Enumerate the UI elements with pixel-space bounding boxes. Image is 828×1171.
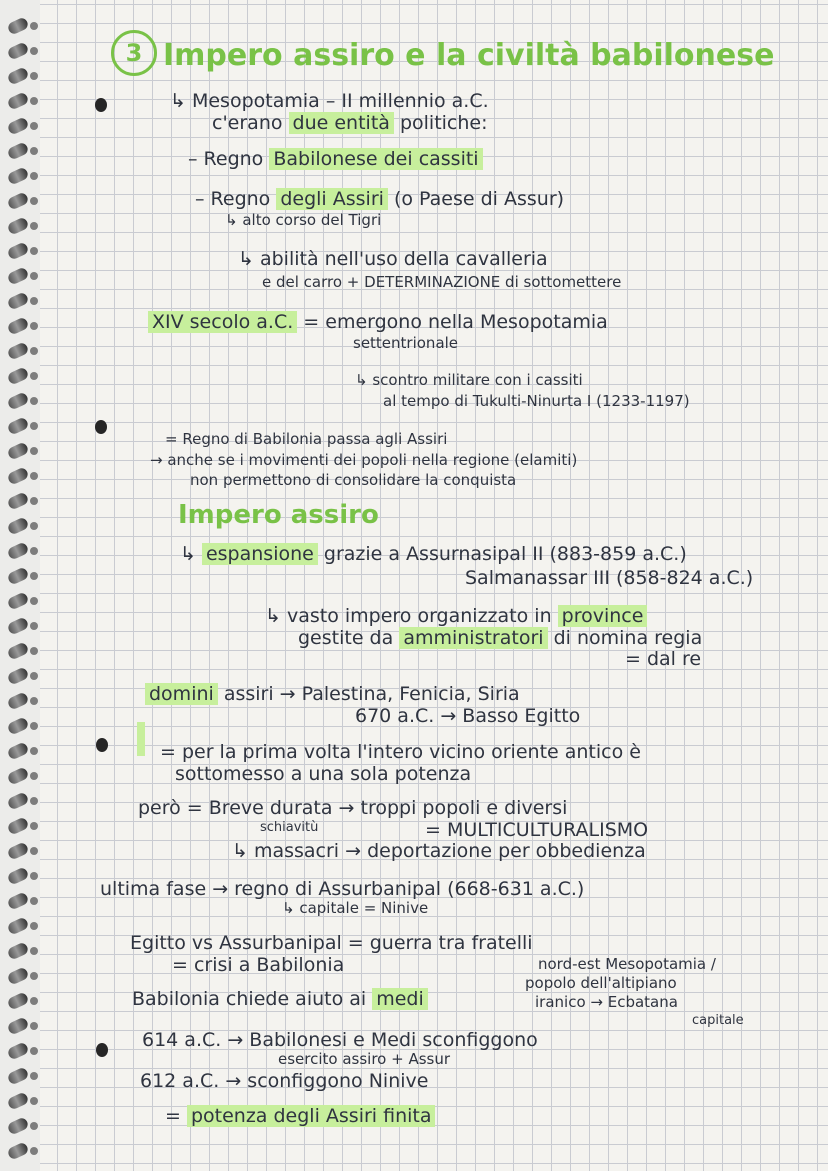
bullet-dot [96,1043,108,1057]
note-line: = MULTICULTURALISMO [425,819,649,841]
highlight: espansione [202,543,318,565]
note-line: ↳ abilità nell'uso della cavalleria [238,248,548,270]
note-line [298,627,702,649]
note-fragment: assiri → Palestina, Fenicia, Siria [217,683,520,705]
note-fragment: ↳ [180,543,202,565]
spiral-hole [30,422,38,430]
note-fragment: (o Paese di Assur) [387,188,565,210]
spiral-hole [30,997,38,1005]
highlight: province [558,605,648,627]
spiral-hole [30,697,38,705]
note-line: iranico → Ecbatana [535,993,678,1011]
note-line [180,543,687,565]
spiral-hole [30,72,38,80]
spiral-hole [30,22,38,30]
note-line: = dal re [625,648,702,670]
highlight: potenza degli Assiri finita [187,1105,436,1127]
spiral-hole [30,97,38,105]
spiral-hole [30,397,38,405]
note-line: = crisi a Babilonia [172,954,345,976]
spiral-hole [30,972,38,980]
spiral-hole [30,572,38,580]
note-line: Salmanassar III (858-824 a.C.) [465,567,754,589]
spiral-hole [30,1147,38,1155]
note-fragment: grazie a Assurnasipal II (883-859 a.C.) [317,543,687,565]
spiral-hole [30,122,38,130]
note-line: ↳ alto corso del Tigri [225,211,382,229]
spiral-hole [30,947,38,955]
spiral-hole [30,772,38,780]
note-line: e del carro + DETERMINAZIONE di sottomettere [262,273,622,291]
spiral-hole [30,822,38,830]
spiral-hole [30,472,38,480]
note-line: Egitto vs Assurbanipal = guerra tra fratelli [130,932,533,954]
bullet-dot [95,98,107,112]
note-fragment: – Regno [195,188,277,210]
note-fragment: di nomina regia [547,627,703,649]
note-line: esercito assiro + Assur [278,1050,451,1068]
note-fragment: c'erano [212,112,289,134]
spiral-hole [30,247,38,255]
spiral-hole [30,347,38,355]
note-line: 612 a.C. → sconfiggono Ninive [140,1070,429,1092]
spiral-hole [30,197,38,205]
note-fragment: = emergono nella Mesopotamia [297,311,608,333]
spiral-hole [30,922,38,930]
note-line: ↳ capitale = Ninive [282,899,429,917]
note-line [145,683,520,705]
spiral-hole [30,172,38,180]
bullet-dot [95,420,107,434]
note-line: settentrionale [353,334,459,352]
note-line: 614 a.C. → Babilonesi e Medi sconfiggono [142,1029,538,1051]
page-title: Impero assiro e la civiltà babilonese [163,38,775,73]
section-number: 3 [111,30,157,76]
note-fragment: – Regno [188,148,270,170]
spiral-hole [30,1047,38,1055]
note-fragment: = [165,1105,187,1127]
note-line: sottomesso a una sola potenza [175,763,472,785]
spiral-hole [30,797,38,805]
note-line: ultima fase → regno di Assurbanipal (668-631 a.C.) [100,878,585,900]
spiral-hole [30,1097,38,1105]
spiral-hole [30,372,38,380]
note-line: = per la prima volta l'intero vicino oriente antico è [160,741,641,763]
spiral-hole [30,222,38,230]
spiral-hole [30,497,38,505]
spiral-hole [30,447,38,455]
spiral-hole [30,872,38,880]
spiral-hole [30,147,38,155]
spiral-hole [30,1022,38,1030]
note-line: nord-est Mesopotamia / [538,955,716,973]
note-fragment: Babilonia chiede aiuto ai [132,988,373,1010]
note-line: capitale [692,1013,744,1028]
spiral-hole [30,322,38,330]
exclamation-mark-icon [137,722,145,756]
spiral-hole [30,722,38,730]
note-line [195,188,564,210]
note-line [165,1105,435,1127]
note-line [188,148,483,170]
highlight: medi [372,988,428,1010]
note-fragment: ↳ vasto impero organizzato in [265,605,558,627]
note-fragment: gestite da [298,627,400,649]
highlight: XIV secolo a.C. [148,311,297,333]
note-line [265,605,647,627]
note-line: 670 a.C. → Basso Egitto [355,705,581,727]
spiral-hole [30,897,38,905]
spiral-hole [30,1122,38,1130]
note-line: ↳ Mesopotamia – II millennio a.C. [170,90,489,112]
spiral-hole [30,847,38,855]
spiral-hole [30,1072,38,1080]
note-line: ↳ scontro militare con i cassiti [355,371,583,389]
spiral-hole [30,622,38,630]
spiral-hole [30,672,38,680]
spiral-hole [30,597,38,605]
bullet-dot [96,738,108,752]
highlight: domini [145,683,218,705]
note-line: popolo dell'altipiano [525,974,677,992]
note-line [212,112,488,134]
spiral-hole [30,747,38,755]
note-line [132,988,428,1010]
section-subheading: Impero assiro [178,500,379,530]
highlight: amministratori [399,627,547,649]
highlight: due entità [289,112,394,134]
highlight: degli Assiri [276,188,388,210]
note-line: al tempo di Tukulti-Ninurta I (1233-1197) [383,392,690,410]
note-line: non permettono di consolidare la conquista [190,471,517,489]
note-line: schiavitù [260,820,319,835]
note-fragment: politiche: [393,112,488,134]
note-line: però = Breve durata → troppi popoli e diversi [138,797,568,819]
highlight: Babilonese dei cassiti [269,148,482,170]
spiral-hole [30,297,38,305]
note-line: → anche se i movimenti dei popoli nella regione (elamiti) [150,451,578,469]
spiral-hole [30,272,38,280]
spiral-hole [30,647,38,655]
note-line [148,311,608,333]
spiral-hole [30,547,38,555]
note-line: = Regno di Babilonia passa agli Assiri [165,430,448,448]
note-line: ↳ massacri → deportazione per obbedienza [232,840,646,862]
spiral-hole [30,522,38,530]
spiral-hole [30,47,38,55]
